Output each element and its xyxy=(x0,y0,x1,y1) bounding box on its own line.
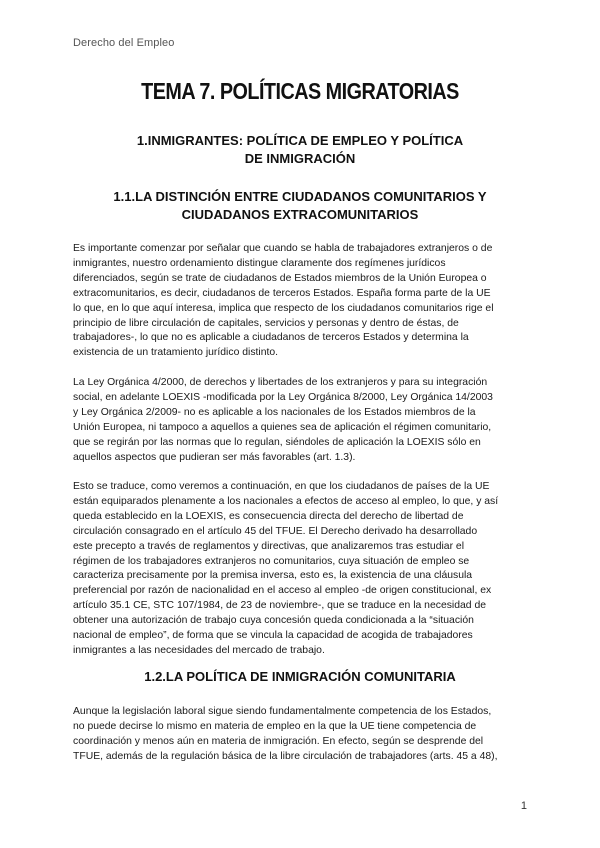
paragraph-line: queda establecido en la LOEXIS, es consecuencia directa del derecho de libertad de xyxy=(73,510,464,522)
paragraph-line: diferenciados, según se trate de ciudadanos de Estados miembros de la Unión Europea o xyxy=(73,272,487,284)
section-1-1-heading-line-1: 1.1.LA DISTINCIÓN ENTRE CIUDADANOS COMUNITARIOS Y xyxy=(113,189,487,204)
paragraph-line: existencia de un tratamiento jurídico distinto. xyxy=(73,347,279,359)
paragraph-line: Aunque la legislación laboral sigue siendo fundamentalmente competencia de los Estados, xyxy=(73,706,492,717)
running-header: Derecho del Empleo xyxy=(73,37,175,49)
paragraph-line: Es importante comenzar por señalar que cuando se habla de trabajadores extranjeros o de xyxy=(73,243,493,254)
paragraph-line: no puede decirse lo mismo en materia de empleo en la que la UE tiene competencia de xyxy=(73,720,477,732)
paragraph-line: inmigrantes, nuestro ordenamiento distingue claramente dos regímenes jurídicos xyxy=(73,257,446,269)
section-1-2-heading: 1.2.LA POLÍTICA DE INMIGRACIÓN COMUNITARIA xyxy=(144,669,456,684)
paragraph-line: coordinación y menos aún en materia de inmigración. En efecto, según se desprende del xyxy=(73,735,484,747)
paragraph-line: están equiparados plenamente a los nacionales a efectos de acceso al empleo, lo que, y así xyxy=(73,495,499,507)
paragraph-line: que se regirán por las normas que lo regulan, siéndoles de aplicación la LOEXIS sólo en xyxy=(73,436,481,448)
paragraph-line: Unión Europea, ni tampoco a aquellos a quienes sea de aplicación el régimen comunitario, xyxy=(73,421,492,433)
paragraph-line: este precepto a través de reglamentos y directivas, que analizaremos tras estudiar el xyxy=(73,540,465,552)
paragraph-2 xyxy=(73,376,533,465)
paragraph-line: TFUE, además de la regulación básica de la libre circulación de trabajadores (arts. 45 a 48), xyxy=(73,750,498,762)
paragraph-line: nacional de empleo”, de forma que se vincula la capacidad de acogida de trabajadores xyxy=(73,630,473,642)
section-1-1-heading-line-2: CIUDADANOS EXTRACOMUNITARIOS xyxy=(181,207,419,222)
page-number: 1 xyxy=(520,800,527,812)
section-1-heading-line-1: 1.INMIGRANTES: POLÍTICA DE EMPLEO Y POLÍTICA xyxy=(136,133,464,148)
paragraph-3 xyxy=(73,480,533,659)
paragraph-line: La Ley Orgánica 4/2000, de derechos y libertades de los extranjeros y para su integración xyxy=(73,377,488,388)
document-title: TEMA 7. POLÍTICAS MIGRATORIAS xyxy=(141,78,459,104)
paragraph-line: social, en adelante LOEXIS -modificada por la Ley Orgánica 8/2000, Ley Orgánica 14/2003 xyxy=(73,391,493,403)
paragraph-line: artículo 35.1 CE, STC 107/1984, de 23 de noviembre-, que se traduce en la necesidad de xyxy=(73,600,487,612)
paragraph-line: obtener una autorización de trabajo cuya concesión queda condicionada a la “situación xyxy=(73,615,474,627)
section-1-heading xyxy=(0,132,600,168)
paragraph-line: aquellos aspectos que pudieran ser más favorables (art. 1.3). xyxy=(73,451,356,463)
paragraph-line: régimen de los trabajadores extranjeros no comunitarios, cuya situación de empleo se xyxy=(73,555,470,567)
paragraph-line: Esto se traduce, como veremos a continuación, en que los ciudadanos de países de la UE xyxy=(73,481,490,492)
paragraph-4 xyxy=(73,705,533,765)
paragraph-line: trabajadores-, lo que no es aplicable a ciudadanos de terceros Estados y determina la xyxy=(73,332,469,344)
section-1-1-heading xyxy=(0,188,600,224)
paragraph-line: principio de libre circulación de capitales, servicios y personas y dentro de éstas, de xyxy=(73,317,459,329)
paragraph-line: inmigrantes a las necesidades del mercado de trabajo. xyxy=(73,644,325,656)
paragraph-line: circulación consagrado en el artículo 45 del TFUE. El Derecho derivado ha desarrollado xyxy=(73,525,478,537)
paragraph-line: y Ley Orgánica 2/2009- no es aplicable a los nacionales de los Estados miembros de la xyxy=(73,406,476,418)
paragraph-line: extracomunitarios, es decir, ciudadanos de terceros Estados. España forma parte de la UE xyxy=(73,287,491,299)
paragraph-line: caracteriza precisamente por la premisa inversa, esto es, la existencia de una cláusula xyxy=(73,570,473,582)
section-1-heading-line-2: DE INMIGRACIÓN xyxy=(244,151,356,166)
paragraph-1 xyxy=(73,242,533,361)
paragraph-line: preferencial por razón de nacionalidad en el acceso al empleo -de origen constitucional, ex xyxy=(73,585,492,597)
paragraph-line: lo que, en lo que aquí interesa, implica que respecto de los ciudadanos comunitarios rige el xyxy=(73,302,494,314)
